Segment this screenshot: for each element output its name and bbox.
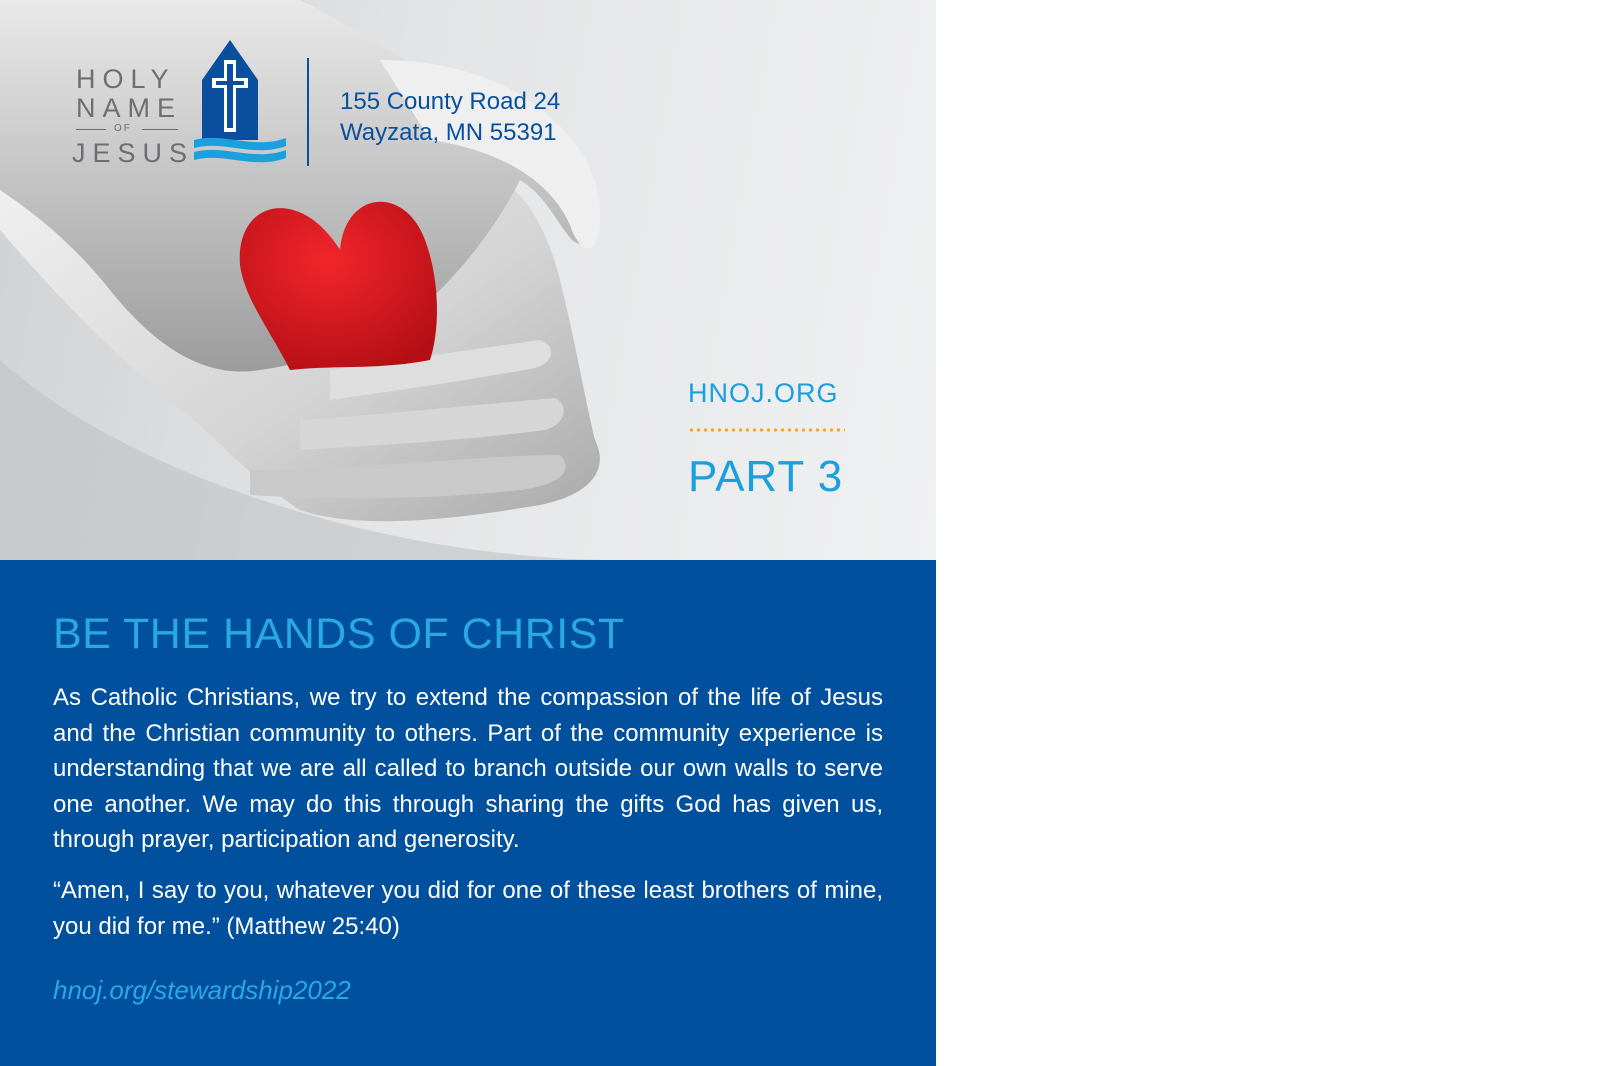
church-cross-icon [194, 40, 290, 170]
logo-rule-left [76, 129, 106, 130]
logo-word-jesus: JESUS [72, 138, 195, 168]
address-line-2: Wayzata, MN 55391 [340, 119, 557, 146]
scripture-quote: “Amen, I say to you, whatever you did for one of these least brothers of mine, you did for me.” (Matthew 25:40) [53, 877, 883, 940]
logo-word-holy: HOLY [76, 64, 176, 94]
logo-divider [307, 58, 309, 166]
website-label: HNOJ.ORG [688, 378, 839, 408]
address-line-1: 155 County Road 24 [340, 88, 561, 115]
part-label: PART 3 [688, 452, 844, 501]
body-paragraph: As Catholic Christians, we try to extend the compassion of the life of Jesus and the Christian community to others. Part of the community experience is understanding that we are all called to branch outside our own walls to serve one another. We may do this through sharing the gifts God has given us, through prayer, participation and generosity. [53, 684, 883, 853]
logo-word-name: NAME [76, 93, 183, 123]
panel-heading: BE THE HANDS OF CHRIST [53, 610, 625, 658]
address [340, 86, 560, 148]
hands-heart-photo [0, 0, 936, 560]
dotted-divider [688, 428, 845, 432]
logo-rule-right [142, 129, 178, 130]
logo-word-of: OF [114, 123, 132, 134]
stewardship-link[interactable]: hnoj.org/stewardship2022 [53, 975, 351, 1005]
church-logo [70, 40, 290, 170]
